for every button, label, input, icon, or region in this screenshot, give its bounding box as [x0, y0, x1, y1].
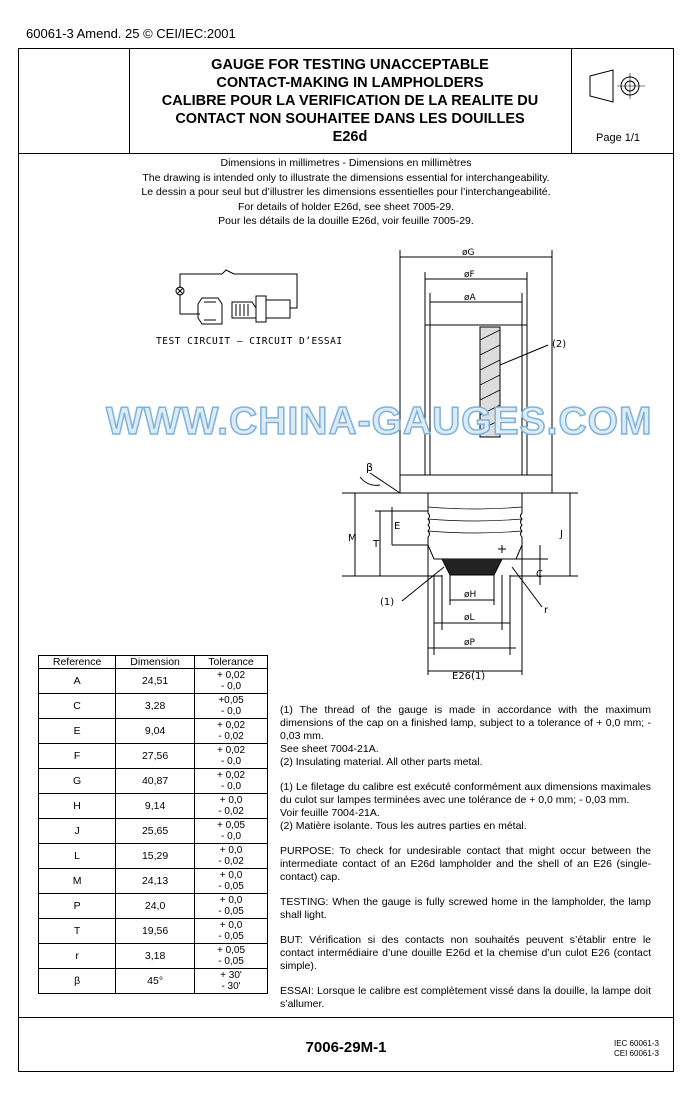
note-1-en: (1) The thread of the gauge is made in accordance with the maximum dimensions of the cap on a finished lamp, subject to a tolerance of + 0,0 mm; - 0,03 mm. — [280, 704, 651, 742]
purpose-text: PURPOSE: To check for undesirable contact that might occur between the intermediate contact of an E26d lampholder and the shell of an E26 (single-contact) cap. — [280, 845, 651, 883]
tol-cell: + 0,02 - 0,0 — [195, 769, 268, 794]
tol-cell: + 0,02 - 0,0 — [195, 744, 268, 769]
dim-cell: 9,14 — [116, 794, 195, 819]
page-number: Page 1/1 — [596, 132, 641, 144]
ref-cell: P — [39, 894, 116, 919]
tol-cell: + 0,0 - 0,05 — [195, 919, 268, 944]
test-circuit-label: TEST CIRCUIT – CIRCUIT D’ESSAI — [156, 336, 343, 347]
footer-iec-line-2: CEI 60061-3 — [614, 1049, 659, 1058]
dim-cell: 19,56 — [116, 919, 195, 944]
table-row — [39, 844, 268, 869]
label-dia-L: øL — [464, 613, 475, 623]
table-row — [39, 694, 268, 719]
ref-cell: T — [39, 919, 116, 944]
dim-cell: 24,13 — [116, 869, 195, 894]
but-text: BUT: Vérification si des contacts non souhaités peuvent s’établir entre le contact intermédiaire d’une douille E26d et la chemise d’un culot E26 (contact simple). — [280, 934, 651, 972]
ref-cell: β — [39, 969, 116, 994]
ref-cell: G — [39, 769, 116, 794]
intro-line-2: The drawing is intended only to illustrate the dimensions essential for interchangeability. — [142, 171, 550, 184]
tol-cell: +0,05 - 0,0 — [195, 694, 268, 719]
dim-cell: 3,18 — [116, 944, 195, 969]
table-row — [39, 769, 268, 794]
testing-text: TESTING: When the gauge is fully screwed home in the lampholder, the lamp shall light. — [280, 896, 651, 921]
table-row — [39, 944, 268, 969]
dim-cell: 3,28 — [116, 694, 195, 719]
table-row — [39, 919, 268, 944]
ref-cell: L — [39, 844, 116, 869]
col-reference: Reference — [39, 656, 116, 669]
note-english — [280, 704, 651, 769]
label-E: E — [394, 521, 401, 532]
ref-cell: r — [39, 944, 116, 969]
col-tolerance: Tolerance — [195, 656, 268, 669]
note-1-fr: (1) Le filetage du calibre est exécuté conformément aux dimensions maximales du culot sur lampes terminées avec une tolérance de + 0,0 mm; - 0,03 mm. — [280, 781, 651, 806]
title-line-5: E26d — [332, 129, 368, 145]
tol-cell: + 0,0 - 0,05 — [195, 894, 268, 919]
label-dia-F: øF — [464, 270, 475, 280]
label-r: r — [544, 605, 549, 616]
footer-iec-line-1: IEC 60061-3 — [614, 1039, 659, 1048]
ref-cell: J — [39, 819, 116, 844]
sheet-title — [128, 56, 572, 146]
ref-cell: H — [39, 794, 116, 819]
standard-reference: 60061-3 Amend. 25 © CEI/IEC:2001 — [26, 26, 236, 41]
label-T: T — [373, 539, 380, 550]
intro-line-3: Le dessin a pour seul but d’illustrer les dimensions essentielles pour l’interchangeabilité. — [141, 186, 551, 198]
table-row — [39, 969, 268, 994]
label-note-2: (2) — [552, 339, 567, 350]
note-2-fr: (2) Matière isolante. Tous les autres parties en métal. — [280, 820, 527, 832]
dim-cell: 25,65 — [116, 819, 195, 844]
dimension-table — [38, 655, 268, 994]
tol-cell: + 0,05 - 0,0 — [195, 819, 268, 844]
label-C: C — [536, 569, 543, 580]
ref-cell: C — [39, 694, 116, 719]
intro-text — [18, 156, 674, 229]
table-row — [39, 719, 268, 744]
label-beta: β — [366, 461, 374, 474]
dim-cell: 40,87 — [116, 769, 195, 794]
dim-cell: 24,0 — [116, 894, 195, 919]
dim-cell: 24,51 — [116, 669, 195, 694]
intro-line-4: For details of holder E26d, see sheet 7005-29. — [238, 200, 454, 213]
notes-text — [280, 704, 651, 1023]
dim-cell: 9,04 — [116, 719, 195, 744]
table-row — [39, 894, 268, 919]
note-2-en: (2) Insulating material. All other parts metal. — [280, 756, 483, 768]
ref-cell: E — [39, 719, 116, 744]
title-line-2: CONTACT-MAKING IN LAMPHOLDERS — [216, 75, 484, 91]
note-1-en-ref: See sheet 7004-21A. — [280, 743, 379, 755]
table-row — [39, 794, 268, 819]
table-row — [39, 744, 268, 769]
essai-text: ESSAI: Lorsque le calibre est complètement vissé dans la douille, la lampe doit s’allumer. — [280, 985, 651, 1010]
note-french — [280, 781, 651, 833]
tol-cell: + 30' - 30' — [195, 969, 268, 994]
watermark: WWW.CHINA-GAUGES.COM — [106, 400, 653, 443]
sheet-code: 7006-29M-1 — [305, 1039, 387, 1056]
table-row — [39, 869, 268, 894]
label-M: M — [348, 533, 357, 544]
label-J: J — [560, 529, 563, 540]
ref-cell: M — [39, 869, 116, 894]
dim-cell: 27,56 — [116, 744, 195, 769]
tol-cell: + 0,02 - 0,0 — [195, 669, 268, 694]
footer-iec — [614, 1039, 659, 1059]
label-dia-P: øP — [464, 638, 475, 648]
note-1-fr-ref: Voir feuille 7004-21A. — [280, 807, 380, 819]
col-dimension: Dimension — [116, 656, 195, 669]
tol-cell: + 0,0 - 0,05 — [195, 869, 268, 894]
gauge-drawing — [330, 245, 630, 685]
intro-line-1: Dimensions in millimetres - Dimensions en millimètres — [220, 157, 472, 169]
dim-cell: 15,29 — [116, 844, 195, 869]
projection-symbol-icon — [585, 66, 653, 108]
test-circuit-diagram — [162, 262, 322, 337]
label-dia-G: øG — [462, 248, 475, 258]
label-note-1: (1) — [380, 597, 395, 608]
title-line-4: CONTACT NON SOUHAITEE DANS LES DOUILLES — [175, 111, 525, 127]
label-dia-A: øA — [464, 293, 476, 303]
tol-cell: + 0,0 - 0,02 — [195, 844, 268, 869]
table-row — [39, 669, 268, 694]
intro-line-5: Pour les détails de la douille E26d, voir feuille 7005-29. — [218, 215, 474, 227]
tol-cell: + 0,0 - 0,02 — [195, 794, 268, 819]
label-dia-H: øH — [464, 590, 477, 600]
tol-cell: + 0,05 - 0,05 — [195, 944, 268, 969]
label-E26: E26(1) — [452, 671, 486, 682]
ref-cell: F — [39, 744, 116, 769]
tol-cell: + 0,02 - 0,02 — [195, 719, 268, 744]
title-line-3: CALIBRE POUR LA VERIFICATION DE LA REALITE DU — [161, 93, 539, 109]
table-row — [39, 819, 268, 844]
title-line-1: GAUGE FOR TESTING UNACCEPTABLE — [211, 57, 489, 73]
dim-cell: 45° — [116, 969, 195, 994]
ref-cell: A — [39, 669, 116, 694]
